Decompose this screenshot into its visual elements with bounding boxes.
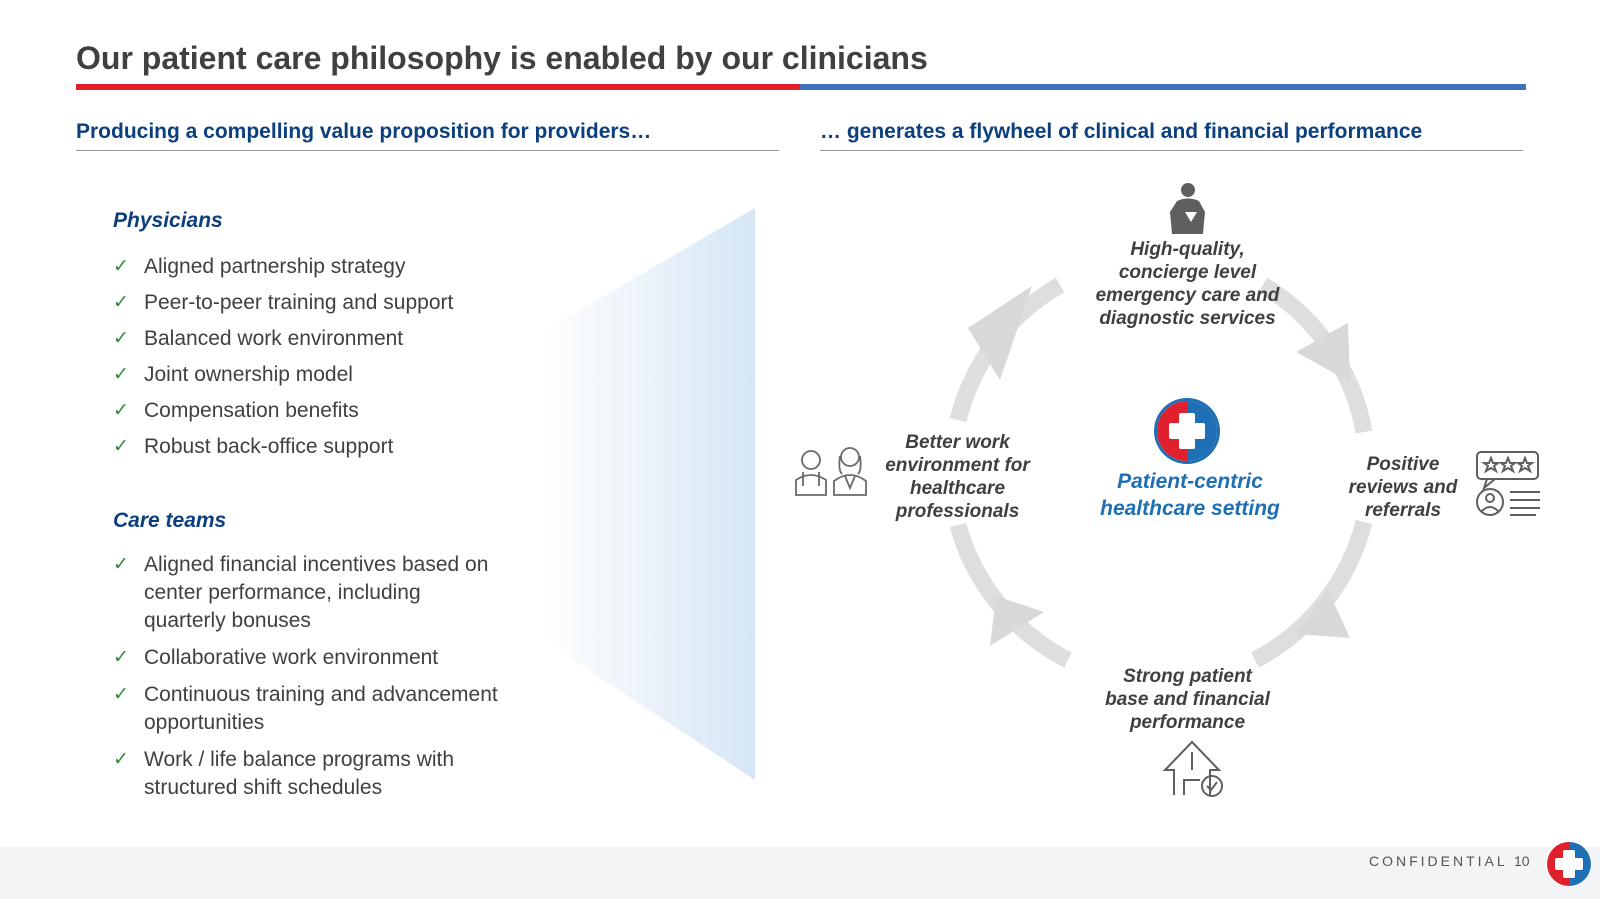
growth-icon [1165, 742, 1222, 796]
check-icon: ✓ [113, 400, 129, 421]
check-icon: ✓ [113, 256, 129, 277]
right-subtitle: … generates a flywheel of clinical and financial performance [820, 120, 1523, 151]
list-item: ✓ Robust back-office support [113, 433, 453, 461]
list-item: ✓ Compensation benefits [113, 397, 453, 425]
list-item: ✓ Continuous training and advancement opportunities [113, 683, 498, 734]
caption-top: High-quality, concierge level emergency care and diagnostic services [1095, 239, 1280, 329]
caption-right: Positive reviews and referrals [1348, 454, 1458, 521]
patient-icon [1170, 183, 1205, 234]
care-teams-list [113, 551, 498, 811]
check-icon: ✓ [113, 647, 129, 668]
check-icon: ✓ [113, 554, 129, 575]
title-underline-blue [800, 84, 1526, 90]
list-item: ✓ Collaborative work environment [113, 644, 498, 672]
funnel-gradient [540, 208, 755, 780]
physicians-list [113, 253, 453, 469]
clinicians-icon [796, 448, 866, 495]
arc-bottom-left [958, 525, 1068, 660]
check-icon: ✓ [113, 328, 129, 349]
check-icon: ✓ [113, 436, 129, 457]
check-icon: ✓ [113, 749, 129, 770]
check-icon: ✓ [113, 364, 129, 385]
list-item: ✓ Balanced work environment [113, 325, 453, 353]
footer-bar [0, 847, 1600, 899]
list-item: ✓ Aligned financial incentives based on center performance, including quarterly bonuses [113, 553, 489, 632]
page-number: 10 [1514, 853, 1530, 869]
list-item: ✓ Work / life balance programs with structured shift schedules [113, 748, 455, 799]
left-subtitle: Producing a compelling value proposition for providers… [76, 120, 779, 151]
physicians-heading: Physicians [113, 209, 223, 232]
confidential-label: CONFIDENTIAL [1369, 853, 1508, 869]
caption-left: Better work environment for healthcare professionals [885, 432, 1030, 522]
list-item: ✓ Aligned partnership strategy [113, 253, 453, 281]
care-teams-heading: Care teams [113, 509, 227, 532]
reviews-icon [1477, 452, 1540, 515]
page-title: Our patient care philosophy is enabled by our clinicians [76, 40, 928, 76]
center-caption: Patient-centric healthcare setting [1100, 470, 1280, 520]
center-logo-icon [1154, 398, 1220, 464]
check-icon: ✓ [113, 292, 129, 313]
caption-bottom: Strong patient base and financial performance [1105, 666, 1270, 733]
check-icon: ✓ [113, 684, 129, 705]
list-item: ✓ Joint ownership model [113, 361, 453, 389]
list-item: ✓ Peer-to-peer training and support [113, 289, 453, 317]
brand-logo-icon [1545, 840, 1593, 888]
title-underline-red [76, 84, 800, 90]
arc-right-bottom [1255, 522, 1364, 660]
